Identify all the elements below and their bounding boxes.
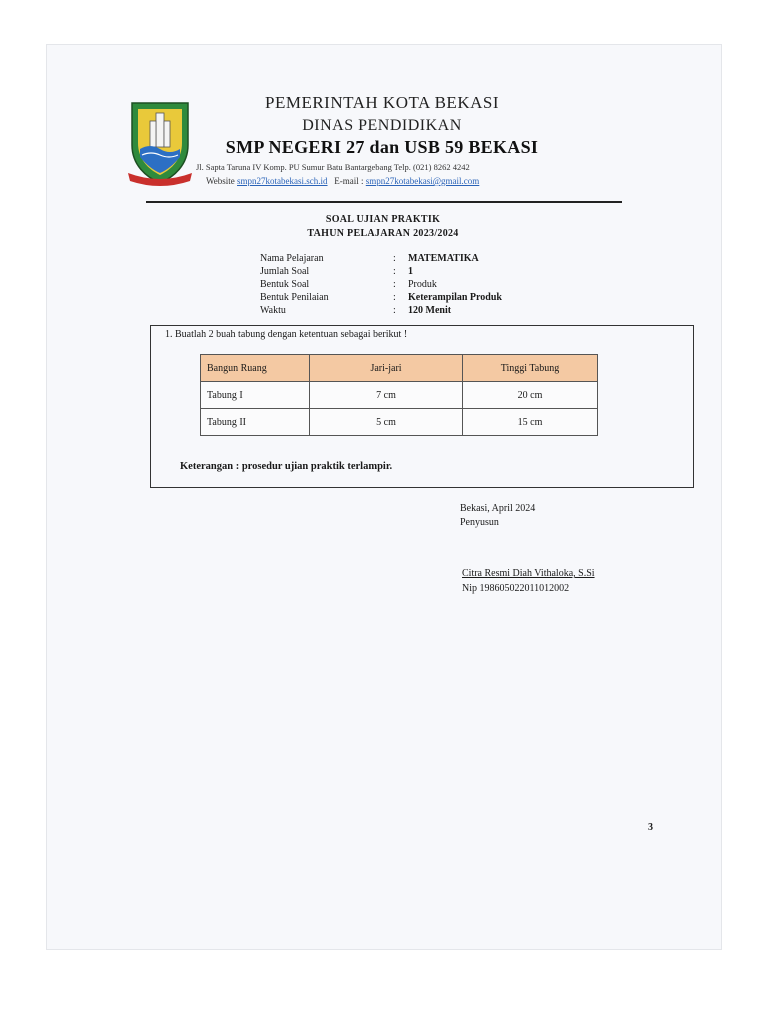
exam-info [260, 253, 502, 318]
signature-place-date: Bekasi, April 2024 [460, 503, 536, 514]
info-colon: : [393, 292, 396, 303]
signature-role: Penyusun [460, 517, 499, 528]
info-colon: : [393, 279, 396, 290]
info-label: Nama Pelajaran [260, 253, 324, 264]
table-cell: Tabung I [201, 382, 310, 409]
info-row [260, 253, 502, 266]
info-value: Produk [408, 279, 437, 290]
signature-name: Citra Resmi Diah Vithaloka, S.Si [462, 568, 595, 579]
table-cell: Tabung II [201, 409, 310, 436]
info-row [260, 279, 502, 292]
info-value: 120 Menit [408, 305, 452, 316]
info-colon: : [393, 253, 396, 264]
page-number: 3 [648, 822, 653, 833]
table-header: Bangun Ruang [201, 355, 310, 382]
table-row [201, 382, 598, 409]
question-note: Keterangan : prosedur ujian praktik terlampir. [180, 461, 393, 472]
contact-line [206, 176, 626, 186]
info-colon: : [393, 266, 396, 277]
info-row [260, 292, 502, 305]
cylinder-table [200, 354, 598, 436]
exam-title: SOAL UJIAN PRAKTIK [325, 214, 441, 225]
table-cell: 15 cm [463, 409, 598, 436]
info-colon: : [393, 305, 396, 316]
letterhead-line1: PEMERINTAH KOTA BEKASI [264, 93, 499, 112]
exam-year: TAHUN PELAJARAN 2023/2024 [307, 228, 459, 239]
question-box [150, 325, 694, 488]
info-label: Jumlah Soal [260, 266, 310, 277]
signature-nip: Nip 198605022011012002 [462, 583, 570, 594]
table-row [201, 409, 598, 436]
table-header-row [201, 355, 598, 382]
info-value: Keterampilan Produk [408, 292, 502, 303]
school-name: SMP NEGERI 27 dan USB 59 BEKASI [225, 137, 539, 157]
info-label: Waktu [260, 305, 286, 316]
email-label: E-mail : [334, 176, 364, 186]
info-row [260, 305, 502, 318]
table-header: Tinggi Tabung [463, 355, 598, 382]
table-cell: 5 cm [310, 409, 463, 436]
info-value: MATEMATIKA [408, 253, 479, 264]
info-row [260, 266, 502, 279]
website-link[interactable]: smpn27kotabekasi.sch.id [237, 176, 328, 186]
question-text: 1. Buatlah 2 buah tabung dengan ketentuan sebagai berikut ! [165, 329, 408, 340]
info-value: 1 [408, 266, 413, 277]
website-label: Website [206, 176, 235, 186]
letterhead-line2: DINAS PENDIDIKAN [302, 117, 462, 134]
email-link[interactable]: smpn27kotabekasi@gmail.com [365, 176, 480, 186]
info-label: Bentuk Soal [260, 279, 310, 290]
table-cell: 7 cm [310, 382, 463, 409]
table-cell: 20 cm [463, 382, 598, 409]
info-label: Bentuk Penilaian [260, 292, 329, 303]
letterhead-divider [146, 201, 622, 203]
table-header: Jari-jari [310, 355, 463, 382]
school-address: Jl. Sapta Taruna IV Komp. PU Sumur Batu Bantargebang Telp. (021) 8262 4242 [196, 162, 470, 172]
